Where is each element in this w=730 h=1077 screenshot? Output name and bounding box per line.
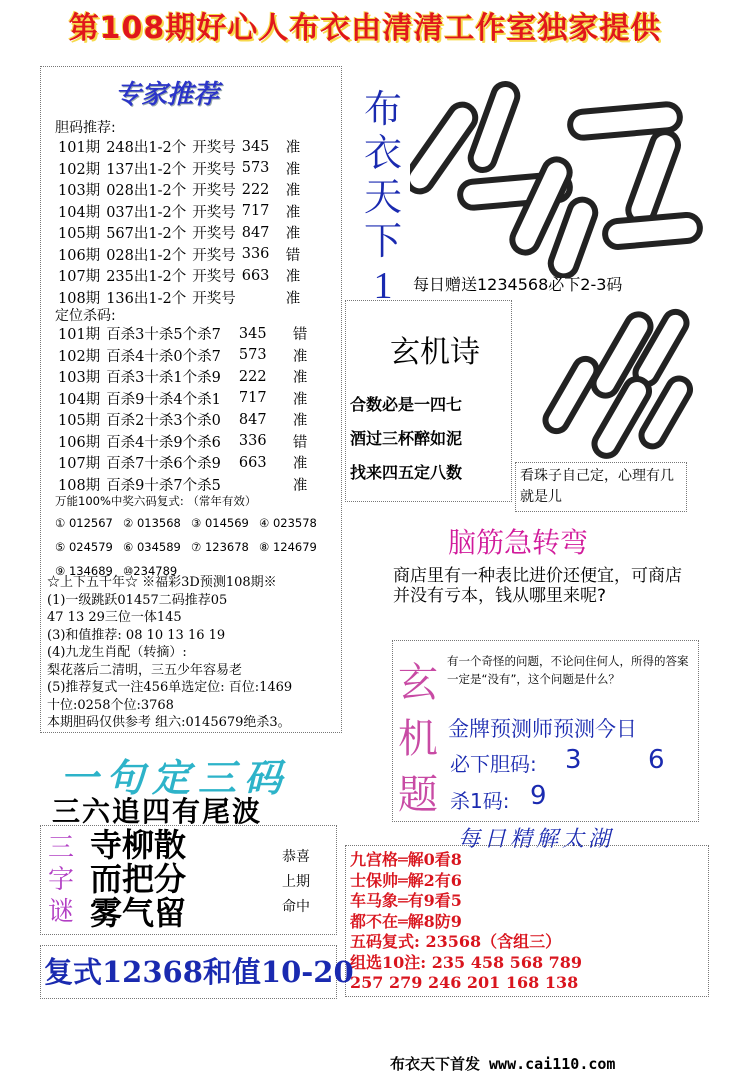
dan-pick: 037出1-2个 <box>106 204 187 221</box>
forecast-line: 47 13 29三位一体145 <box>47 610 182 625</box>
vertical-char: 1 <box>373 265 393 307</box>
forecast-line: ☆上下五千年☆ ※福彩3D预测108期※ <box>47 575 277 590</box>
pos-num: 336 <box>238 433 267 450</box>
xjt-char: 机 <box>398 716 438 762</box>
pos-result: 准 <box>292 456 308 473</box>
pos-issue: 102期 <box>58 348 101 365</box>
pos-issue: 106期 <box>58 434 101 451</box>
bead <box>467 81 520 174</box>
combo-item: ⑤ 024579 <box>55 540 113 554</box>
taihu-line: 都不在═解8防9 <box>350 911 462 931</box>
dan-result: 准 <box>285 183 301 200</box>
xjt-char: 题 <box>398 772 438 818</box>
dan-table <box>58 136 306 308</box>
dan-num: 336 <box>241 246 270 263</box>
dan-issue: 104期 <box>58 204 101 221</box>
combo-item: ③ 014569 <box>191 516 249 530</box>
dan-label: 开奖号 <box>192 161 236 178</box>
dan-result: 准 <box>285 269 301 286</box>
poem-title: 玄机诗 <box>390 335 480 370</box>
dan-label: 开奖号 <box>192 204 236 221</box>
pos-pick: 百杀3十杀5个杀7 <box>106 327 221 344</box>
xjt-char: 玄 <box>398 660 438 706</box>
poem-line: 合数必是一四七 <box>350 395 463 414</box>
dan-num: 345 <box>241 138 270 155</box>
pos-result: 准 <box>292 370 308 387</box>
bead <box>625 128 682 226</box>
pos-row <box>58 345 313 367</box>
dan-result: 准 <box>285 290 301 307</box>
combo-title: 万能100%中奖六码复式: （常年有效） <box>55 494 257 508</box>
pos-row <box>58 366 313 388</box>
kill-label: 杀1码: <box>450 789 510 813</box>
footer-text: 布衣天下首发 www.cai110.com <box>390 1055 616 1073</box>
recommend-heading: 专家推荐 <box>115 80 220 110</box>
bead <box>604 214 701 248</box>
congrats-line: 命中 <box>282 899 310 915</box>
tail-slogan: 三六追四有尾波 <box>52 795 263 828</box>
poem-lines <box>350 388 462 490</box>
pos-num: 663 <box>238 454 267 471</box>
vertical-char: 布 <box>363 89 402 131</box>
zimi-line: 雾气留 <box>90 894 187 932</box>
dan-result: 准 <box>285 204 301 221</box>
forecast-line: 本期胆码仅供参考 组六:0145679绝杀3。 <box>47 715 291 730</box>
zimi-label-char: 谜 <box>48 897 75 927</box>
dan-issue: 108期 <box>58 290 101 307</box>
pos-label: 定位杀码: <box>55 308 116 324</box>
pos-pick: 百杀4十杀9个杀6 <box>106 434 221 451</box>
pos-num: 847 <box>238 411 267 428</box>
forecast-line: (3)和值推荐: 08 10 13 16 19 <box>47 627 226 643</box>
forecast-line: (5)推荐复式一注456单选定位: 百位:1469 <box>47 680 293 695</box>
must-label: 必下胆码: <box>450 752 537 776</box>
riddle-title: 脑筋急转弯 <box>448 526 589 559</box>
pos-num <box>239 474 293 496</box>
dan-label: 开奖号 <box>192 269 236 286</box>
dan-pick: 567出1-2个 <box>106 226 187 243</box>
taihu-line: 士保帅═解2有6 <box>350 870 462 890</box>
pos-num: 573 <box>238 347 267 364</box>
pos-pick: 百杀9十杀7个杀5 <box>106 477 221 494</box>
dan-issue: 103期 <box>58 183 101 200</box>
pos-pick: 百杀9十杀4个杀1 <box>106 391 221 408</box>
dan-issue: 101期 <box>58 140 101 157</box>
gold-title: 金牌预测师预测今日 <box>448 717 637 741</box>
pos-num: 345 <box>238 325 267 342</box>
dan-pick: 248出1-2个 <box>106 140 187 157</box>
dan-label: 开奖号 <box>192 247 236 264</box>
fushi: 复式12368和值10-20 <box>44 955 354 989</box>
page-title: 第108期好心人布衣由清清工作室独家提供 <box>68 11 662 46</box>
dan-issue: 107期 <box>58 269 101 286</box>
beads-graphic <box>410 68 710 278</box>
dan-pick: 028出1-2个 <box>106 247 187 264</box>
combo-item: ⑧ 124679 <box>259 540 317 554</box>
forecast-line: 梨花落后二清明，三五少年容易老 <box>47 662 243 678</box>
pos-num: 717 <box>238 390 267 407</box>
zimi-label-char: 字 <box>48 865 75 895</box>
congrats-line: 恭喜 <box>282 849 310 865</box>
congrats-lines <box>282 845 310 920</box>
xjt-title <box>398 655 438 823</box>
pos-pick: 百杀7十杀6个杀9 <box>106 456 221 473</box>
combo-item: ⑥ 034589 <box>123 540 181 554</box>
combo-item: ④ 023578 <box>259 516 317 530</box>
pos-row <box>58 431 313 453</box>
forecast-line: 十位:0258个位:3768 <box>47 697 174 713</box>
dan-issue: 106期 <box>58 247 101 264</box>
pos-issue: 101期 <box>58 327 101 344</box>
dan-num: 717 <box>241 203 270 220</box>
dan-pick: 028出1-2个 <box>106 183 187 200</box>
combo-item: ⑦ 123678 <box>191 540 249 554</box>
pos-result: 错 <box>292 327 308 344</box>
dan-result: 准 <box>285 140 301 157</box>
dan-pick: 235出1-2个 <box>106 269 187 286</box>
dan-label: 开奖号 <box>192 183 236 200</box>
pos-result: 准 <box>292 348 308 365</box>
pos-issue: 105期 <box>58 413 101 430</box>
taihu-line: 组选10注: 235 458 568 789 <box>350 952 583 972</box>
dan-num: 573 <box>241 160 270 177</box>
pos-pick: 百杀4十杀0个杀7 <box>106 348 221 365</box>
dan-result: 错 <box>285 247 301 264</box>
taihu-lines <box>350 850 582 994</box>
bead-note: 看珠子自己定，心理有几就是儿 <box>520 468 674 505</box>
pos-issue: 103期 <box>58 370 101 387</box>
xjt-question: 有一个奇怪的问题，不论问住何人，所得的答案一定是“没有”，这个问题是什么？ <box>447 654 689 686</box>
riddle-question: 商店里有一种表比进价还便宜，可商店并没有亏本，钱从哪里来呢? <box>393 566 682 606</box>
dan-issue: 102期 <box>58 161 101 178</box>
pos-result: 准 <box>292 477 308 494</box>
combo-item: ① 012567 <box>55 516 113 530</box>
daily-gift: 每日赠送1234568必下2-3码 <box>413 275 623 294</box>
pos-pick: 百杀2十杀3个杀0 <box>106 413 221 430</box>
vertical-char: 下 <box>363 221 402 263</box>
dan-row <box>58 244 306 266</box>
pos-issue: 108期 <box>58 477 101 494</box>
combo-item: ② 013568 <box>123 516 181 530</box>
dan-label: 开奖号 <box>192 226 236 243</box>
pos-row <box>58 474 313 496</box>
dan-result: 准 <box>285 226 301 243</box>
dan-row <box>58 201 306 223</box>
banner-one-sentence: 一句定三码 <box>60 756 291 800</box>
pos-issue: 104期 <box>58 391 101 408</box>
kill-value: 9 <box>530 781 547 811</box>
pos-result: 错 <box>292 434 308 451</box>
pos-issue: 107期 <box>58 456 101 473</box>
must-b: 6 <box>648 745 665 775</box>
poem-line: 找来四五定八数 <box>350 463 463 482</box>
zimi-lines <box>90 828 186 930</box>
forecast-line: (4)九龙生肖配（转摘）: <box>47 645 187 660</box>
dan-label: 胆码推荐: <box>55 120 116 136</box>
dan-row <box>58 136 306 158</box>
dan-label: 开奖号 <box>192 140 236 157</box>
taihu-line: 车马象═有9看5 <box>350 891 462 910</box>
forecast-notes <box>47 574 347 732</box>
vertical-char: 衣 <box>363 133 402 175</box>
dan-result: 准 <box>285 161 301 178</box>
taihu-line: 九宫格═解0看8 <box>350 850 462 869</box>
dan-num: 847 <box>241 224 270 241</box>
brand-vertical-title <box>358 88 408 308</box>
pos-result: 准 <box>292 391 308 408</box>
dan-num: 663 <box>241 267 270 284</box>
bead <box>541 355 600 435</box>
dan-row <box>58 265 306 287</box>
taihu-title: 每日精解太湖 <box>458 827 615 852</box>
pos-num: 222 <box>238 368 267 385</box>
pos-row <box>58 409 313 431</box>
dan-num: 222 <box>241 181 270 198</box>
combo-item: ⑨ 134689 <box>55 564 113 578</box>
dan-row <box>58 179 306 201</box>
dan-label: 开奖号 <box>192 290 236 307</box>
dan-num <box>242 287 286 309</box>
dan-pick: 136出1-2个 <box>106 290 187 307</box>
beads-small-graphic <box>530 300 700 460</box>
dan-issue: 105期 <box>58 226 101 243</box>
vertical-char: 天 <box>363 177 402 219</box>
must-a: 3 <box>565 745 582 775</box>
pos-row <box>58 323 313 345</box>
pos-row <box>58 388 313 410</box>
zimi-label <box>48 832 74 928</box>
dan-pick: 137出1-2个 <box>106 161 187 178</box>
pos-pick: 百杀3十杀1个杀9 <box>106 370 221 387</box>
poem-line: 酒过三杯醉如泥 <box>350 429 463 448</box>
pos-row <box>58 452 313 474</box>
taihu-line: 257 279 246 201 168 138 <box>350 973 579 992</box>
forecast-line: (1)一级跳跃01457二码推荐05 <box>47 592 228 608</box>
combo-item: ⑩234789 <box>123 564 178 578</box>
taihu-line: 五码复式: 23568（含组三） <box>350 932 562 951</box>
zimi-label-char: 三 <box>48 833 75 863</box>
zimi-line: 而把分 <box>90 860 187 898</box>
pos-result: 准 <box>292 413 308 430</box>
congrats-line: 上期 <box>282 874 310 890</box>
dan-row <box>58 158 306 180</box>
zimi-line: 寺柳散 <box>90 826 187 864</box>
pos-table <box>58 323 313 495</box>
dan-row <box>58 222 306 244</box>
